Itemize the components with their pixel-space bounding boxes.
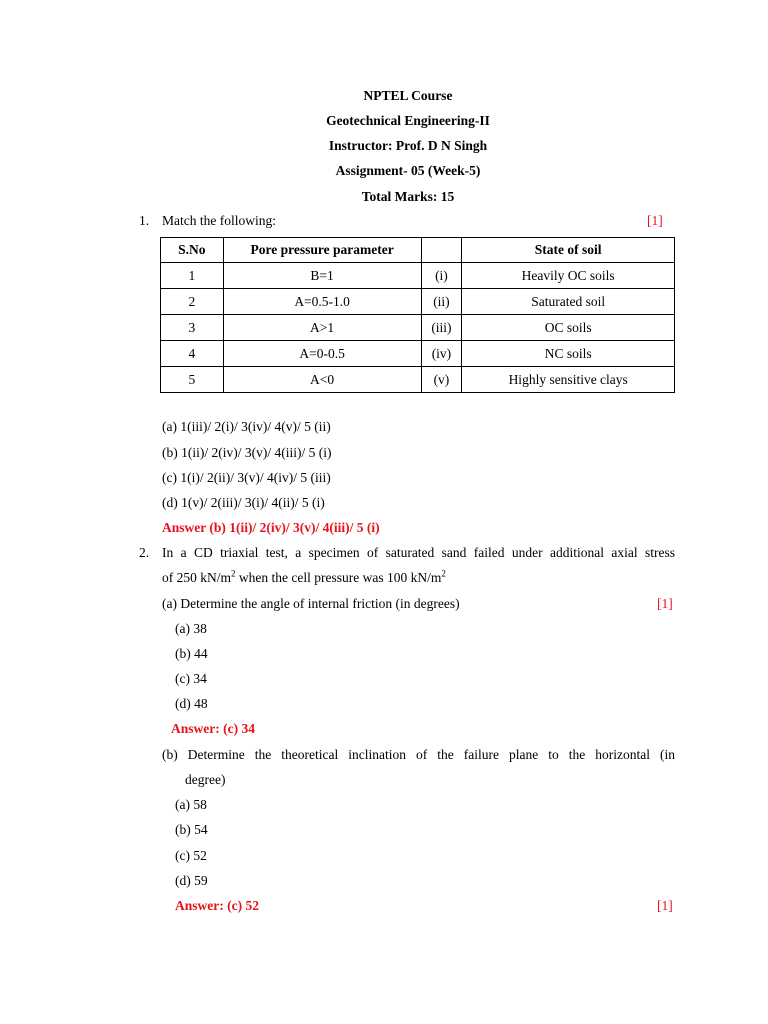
- superscript: 2: [441, 568, 446, 579]
- q1-answer: Answer (b) 1(ii)/ 2(iv)/ 3(v)/ 4(iii)/ 5 (i): [162, 520, 380, 535]
- table-cell: A=0.5-1.0: [223, 289, 421, 315]
- q2b-option-b: (b) 54: [175, 822, 208, 837]
- course-title: NPTEL Course: [363, 88, 453, 103]
- table-row: [161, 289, 675, 315]
- q2a-option-b: (b) 44: [175, 646, 208, 661]
- superscript: 2: [231, 568, 236, 579]
- q2b-option-c: (c) 52: [175, 848, 207, 863]
- table-row: [161, 367, 675, 393]
- table-cell: NC soils: [462, 341, 675, 367]
- table-cell: (i): [421, 263, 462, 289]
- table-cell: (v): [421, 367, 462, 393]
- table-cell: (ii): [421, 289, 462, 315]
- table-cell: Heavily OC soils: [462, 263, 675, 289]
- q1-marks: [1]: [647, 213, 663, 228]
- table-header-cell: Pore pressure parameter: [223, 238, 421, 263]
- q2b-marks: [1]: [657, 898, 673, 913]
- q2-text-part: when the cell pressure was 100 kN/m: [235, 570, 442, 585]
- q1-option-d: (d) 1(v)/ 2(iii)/ 3(i)/ 4(ii)/ 5 (i): [162, 495, 325, 510]
- subject-title: Geotechnical Engineering-II: [326, 113, 490, 128]
- table-cell: 3: [161, 315, 224, 341]
- table-cell: A<0: [223, 367, 421, 393]
- q2-text-line2: [162, 570, 446, 586]
- q2-text-line1: In a CD triaxial test, a specimen of saturated sand failed under additional axial stress: [162, 545, 675, 560]
- q2a-answer: Answer: (c) 34: [171, 721, 255, 736]
- q1-option-b: (b) 1(ii)/ 2(iv)/ 3(v)/ 4(iii)/ 5 (i): [162, 445, 332, 460]
- q2-text-part: of 250 kN/m: [162, 570, 231, 585]
- q2a-marks: [1]: [657, 596, 673, 611]
- q2b-text-line1: (b) Determine the theoretical inclination of the failure plane to the horizontal (in: [162, 747, 675, 762]
- table-row: [161, 315, 675, 341]
- table-cell: Highly sensitive clays: [462, 367, 675, 393]
- table-cell: 5: [161, 367, 224, 393]
- table-header-cell: [421, 238, 462, 263]
- q1-number: 1.: [139, 213, 150, 228]
- table-cell: A>1: [223, 315, 421, 341]
- table-header-cell: S.No: [161, 238, 224, 263]
- q2b-option-a: (a) 58: [175, 797, 207, 812]
- q2a-option-c: (c) 34: [175, 671, 207, 686]
- q2a-text: (a) Determine the angle of internal friction (in degrees): [162, 596, 460, 611]
- table-cell: Saturated soil: [462, 289, 675, 315]
- table-cell: A=0-0.5: [223, 341, 421, 367]
- table-cell: (iii): [421, 315, 462, 341]
- table-row: [161, 341, 675, 367]
- table-cell: 1: [161, 263, 224, 289]
- q1-option-a: (a) 1(iii)/ 2(i)/ 3(iv)/ 4(v)/ 5 (ii): [162, 419, 331, 434]
- q1-option-c: (c) 1(i)/ 2(ii)/ 3(v)/ 4(iv)/ 5 (iii): [162, 470, 331, 485]
- q2b-answer: Answer: (c) 52: [175, 898, 259, 913]
- table-header-cell: State of soil: [462, 238, 675, 263]
- assignment-line: Assignment- 05 (Week-5): [335, 163, 481, 178]
- total-marks-line: Total Marks: 15: [361, 189, 455, 204]
- q2a-option-d: (d) 48: [175, 696, 208, 711]
- table-cell: (iv): [421, 341, 462, 367]
- table-header-row: [161, 238, 675, 263]
- table-cell: OC soils: [462, 315, 675, 341]
- q2b-text-line2: degree): [185, 772, 226, 787]
- table-cell: 4: [161, 341, 224, 367]
- match-table: [160, 237, 675, 393]
- table-cell: B=1: [223, 263, 421, 289]
- q1-text: Match the following:: [162, 213, 276, 228]
- q2a-option-a: (a) 38: [175, 621, 207, 636]
- q2-number: 2.: [139, 545, 150, 560]
- instructor-line: Instructor: Prof. D N Singh: [328, 138, 488, 153]
- table-row: [161, 263, 675, 289]
- table-cell: 2: [161, 289, 224, 315]
- q2b-option-d: (d) 59: [175, 873, 208, 888]
